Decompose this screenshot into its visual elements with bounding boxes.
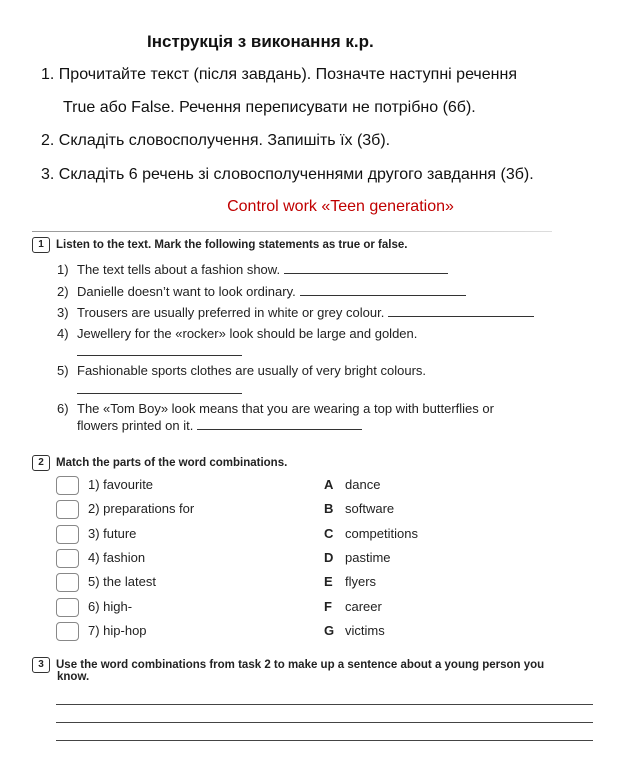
match-row-7: 7) hip-hop G victims <box>56 622 616 642</box>
answer-box-4[interactable] <box>56 549 79 568</box>
instruction-item-1-line-1: 1. Прочитайте текст (після завдань). Позначте наступні речення <box>41 66 517 83</box>
match-row-2: 2) preparations for B software <box>56 500 616 520</box>
answer-box-6[interactable] <box>56 598 79 617</box>
answer-box-1[interactable] <box>56 476 79 495</box>
task-1-number: 1 <box>32 237 50 253</box>
match-row-3: 3) future C competitions <box>56 525 616 545</box>
answer-box-2[interactable] <box>56 500 79 519</box>
instruction-item-2: 2. Складіть словосполучення. Запишіть їх (3б). <box>41 132 391 149</box>
instruction-item-3: 3. Складіть 6 речень зі словосполученнями другого завдання (3б). <box>41 166 534 183</box>
statement-3: 3) Trousers are usually preferred in white or grey colour. <box>57 304 534 321</box>
task-1-heading <box>32 237 407 253</box>
answer-blank-3[interactable] <box>388 304 534 317</box>
writing-line-1[interactable] <box>56 704 593 705</box>
match-row-1: 1) favourite A dance <box>56 476 616 496</box>
answer-box-5[interactable] <box>56 573 79 592</box>
statement-2: 2) Danielle doesn’t want to look ordinary. <box>57 283 466 300</box>
task-1-divider <box>32 231 552 232</box>
answer-box-3[interactable] <box>56 525 79 544</box>
statement-4: 4) Jewellery for the «rocker» look should be large and golden. <box>57 326 418 341</box>
task-2-heading <box>32 455 287 471</box>
writing-line-2[interactable] <box>56 722 593 723</box>
match-row-5: 5) the latest E flyers <box>56 573 616 593</box>
task-3-number: 3 <box>32 657 50 673</box>
answer-blank-4[interactable] <box>77 355 242 356</box>
match-row-4: 4) fashion D pastime <box>56 549 616 569</box>
task-1-heading-text: Listen to the text. Mark the following statements as true or false. <box>56 239 408 252</box>
answer-blank-1[interactable] <box>284 261 448 274</box>
task-3-heading-continuation: know. <box>57 671 90 683</box>
writing-line-3[interactable] <box>56 740 593 741</box>
task-3-heading <box>32 657 544 673</box>
task-3-heading-text: Use the word combinations from task 2 to make up a sentence about a young person you <box>56 659 545 672</box>
answer-box-7[interactable] <box>56 622 79 641</box>
match-row-6: 6) high- F career <box>56 598 616 618</box>
statement-5: 5) Fashionable sports clothes are usually of very bright colours. <box>57 363 427 378</box>
task-2-heading-text: Match the parts of the word combinations. <box>56 457 288 470</box>
statement-6: 6) The «Tom Boy» look means that you are wearing a top with butterflies or <box>57 401 494 416</box>
answer-blank-5[interactable] <box>77 393 242 394</box>
instruction-item-1-line-2: True або False. Речення переписувати не потрібно (6б). <box>63 99 476 116</box>
statement-6-continuation: flowers printed on it. <box>77 417 362 434</box>
control-work-title: Control work «Teen generation» <box>227 198 454 215</box>
answer-blank-2[interactable] <box>300 283 466 296</box>
task-2-number: 2 <box>32 455 50 471</box>
instructions-title: Інструкція з виконання к.р. <box>147 32 374 51</box>
statement-1: 1) The text tells about a fashion show. <box>57 261 448 278</box>
answer-blank-6[interactable] <box>197 417 362 430</box>
